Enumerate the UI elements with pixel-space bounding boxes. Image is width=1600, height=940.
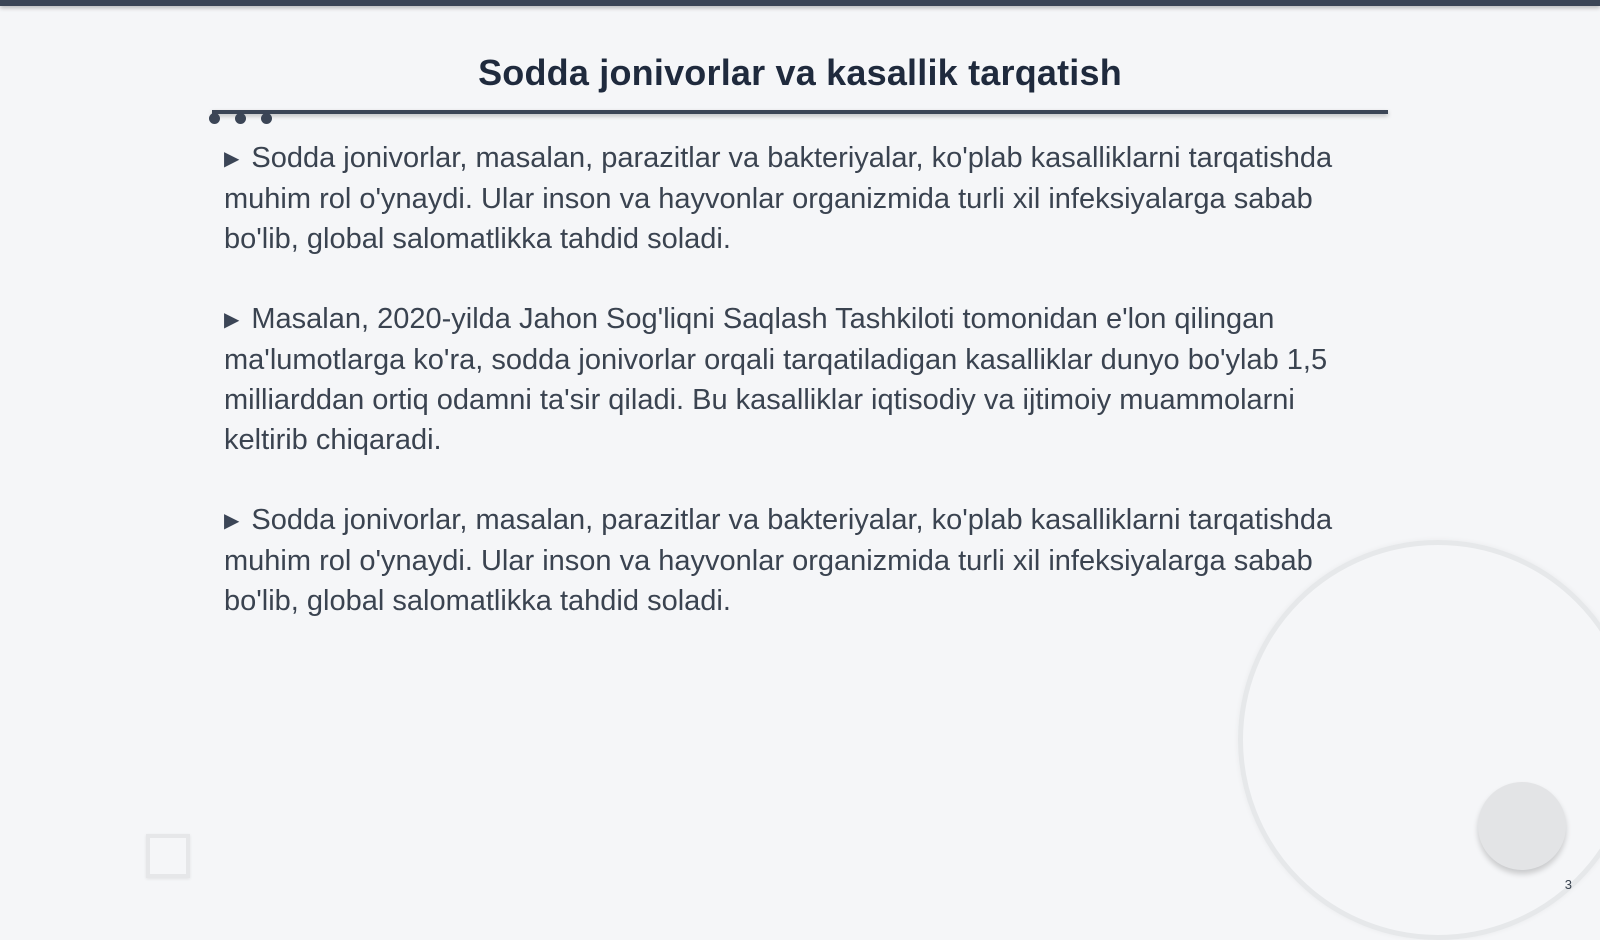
bullet-text: Sodda jonivorlar, masalan, parazitlar va bakteriyalar, ko'plab kasalliklarni tarqatishda muhim rol o'ynaydi. Ular inson va hayvonlar organizmida turli xil infeksiyalarga sabab bo'lib, global salomatlikka tahdid soladi. xyxy=(224,504,1333,617)
slide-content xyxy=(224,138,1364,661)
triangle-right-icon: ▶ xyxy=(224,309,240,331)
slide-title: Sodda jonivorlar va kasallik tarqatish xyxy=(478,52,1122,93)
underline-dot xyxy=(235,113,246,124)
decorative-disc xyxy=(1478,782,1566,870)
bullet-paragraph xyxy=(224,138,1364,259)
underline-dot xyxy=(261,113,272,124)
bullet-paragraph xyxy=(224,500,1364,621)
page-number: 3 xyxy=(1564,877,1572,892)
triangle-right-icon: ▶ xyxy=(224,148,240,170)
title-underline xyxy=(212,110,1388,114)
top-accent-bar xyxy=(0,0,1600,6)
bullet-paragraph xyxy=(224,299,1364,460)
underline-dot xyxy=(209,113,220,124)
bullet-text: Masalan, 2020-yilda Jahon Sog'liqni Saqlash Tashkiloti tomonidan e'lon qilingan ma'lumotlarga ko'ra, sodda jonivorlar orqali tarqatiladigan kasalliklar dunyo bo'ylab 1,5 milliarddan ortiq odamni ta'sir qiladi. Bu kasalliklar iqtisodiy va ijtimoiy muammolarni keltirib chiqaradi. xyxy=(224,303,1328,456)
decorative-square xyxy=(146,834,190,878)
triangle-right-icon: ▶ xyxy=(224,510,240,532)
bullet-text: Sodda jonivorlar, masalan, parazitlar va bakteriyalar, ko'plab kasalliklarni tarqatishda muhim rol o'ynaydi. Ular inson va hayvonlar organizmida turli xil infeksiyalarga sabab bo'lib, global salomatlikka tahdid soladi. xyxy=(224,142,1333,255)
